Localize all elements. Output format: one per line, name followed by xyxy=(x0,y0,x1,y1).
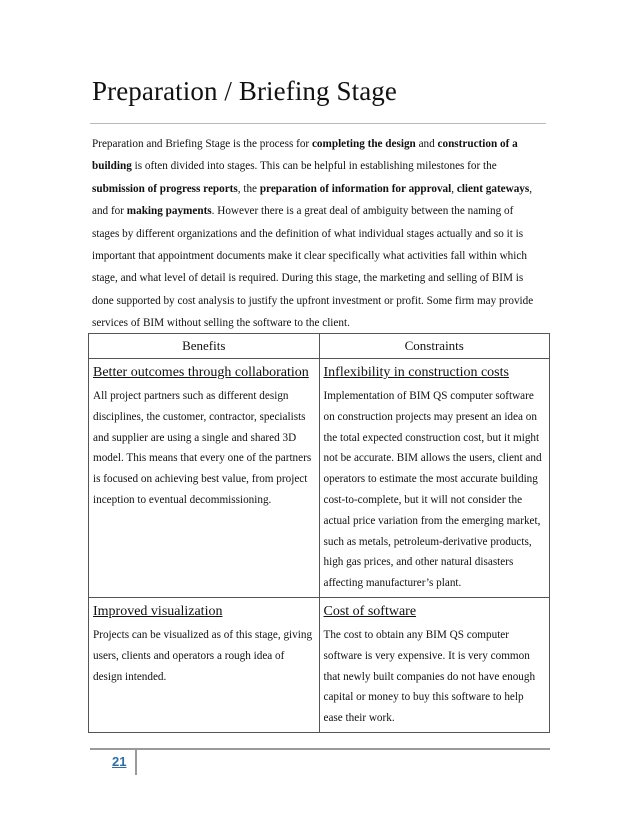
intro-bold-run: construction of a building xyxy=(92,138,518,173)
footer-divider xyxy=(90,748,550,750)
page-title: Preparation / Briefing Stage xyxy=(92,76,397,106)
benefits-header: Benefits xyxy=(89,334,320,359)
benefit-cell xyxy=(89,597,320,732)
intro-text-run: and xyxy=(415,138,438,150)
benefits-constraints-table xyxy=(88,333,550,733)
page-number: 21 xyxy=(112,754,127,769)
intro-bold-run: completing the design xyxy=(311,138,416,150)
constraint-cell xyxy=(319,359,550,598)
intro-bold-run: client gateways xyxy=(456,182,530,195)
intro-text-run: is often divided into stages. This can be helpful in establishing milestones for the xyxy=(131,160,497,173)
intro-text-run: Preparation and Briefing Stage is the process for xyxy=(92,138,312,150)
intro-paragraph xyxy=(92,133,542,335)
table-row xyxy=(89,359,550,598)
intro-bold-run: preparation of information for approval xyxy=(259,182,452,195)
intro-text-run: . However there is a great deal of ambiguity between the naming of stages by different organizations and the definition of what individual stages actually and so it is important that appointment documents make it clear specifically what activities fall within which stage, and what level of detail is required. During this stage, the marketing and selling of BIM is done supported by cost analysis to justify the upfront investment or profit. Some firm may provide services of BIM without selling the software to the client. xyxy=(92,205,534,330)
intro-bold-run: submission of progress reports xyxy=(92,182,238,195)
intro-text-run: , and for xyxy=(92,182,533,218)
constraint-heading: Inflexibility in construction costs xyxy=(323,365,509,380)
intro-text-run: , the xyxy=(237,182,260,195)
benefit-text: All project partners such as different design disciplines, the customer, contractor, specialists and supplier are using a single and shared 3D model. This means that every one of the partners is focused on achieving best value, from project inception to eventual decommissioning. xyxy=(93,390,312,506)
constraint-heading: Cost of software xyxy=(323,603,417,619)
intro-bold-run: making payments xyxy=(126,205,212,218)
benefit-heading: Improved visualization xyxy=(93,603,223,619)
benefit-cell xyxy=(89,359,320,598)
footer-vertical-divider xyxy=(135,749,137,775)
benefit-heading: Better outcomes through collaboration xyxy=(93,365,309,380)
intro-text-run: , xyxy=(451,182,457,195)
title-divider xyxy=(90,123,546,124)
table-header-row xyxy=(89,334,550,359)
constraint-cell xyxy=(319,597,550,732)
table-row xyxy=(89,597,550,732)
constraint-text: Implementation of BIM QS computer software on construction projects may present an idea on the total expected construction cost, but it might not be accurate. BIM allows the users, client and operators to estimate the most accurate building cost-to-complete, but it will not consider the actual price variation from the emerging market, such as metals, petroleum-derivative products, high gas prices, and other natural disasters affecting manufacturer’s plant. xyxy=(323,390,542,590)
benefit-text: Projects can be visualized as of this stage, giving users, clients and operators a rough idea of design intended. xyxy=(93,628,313,683)
constraint-text: The cost to obtain any BIM QS computer software is very expensive. It is very common that newly built companies do not have enough capital or money to buy this software to help ease their work. xyxy=(323,628,536,725)
constraints-header: Constraints xyxy=(319,334,550,359)
